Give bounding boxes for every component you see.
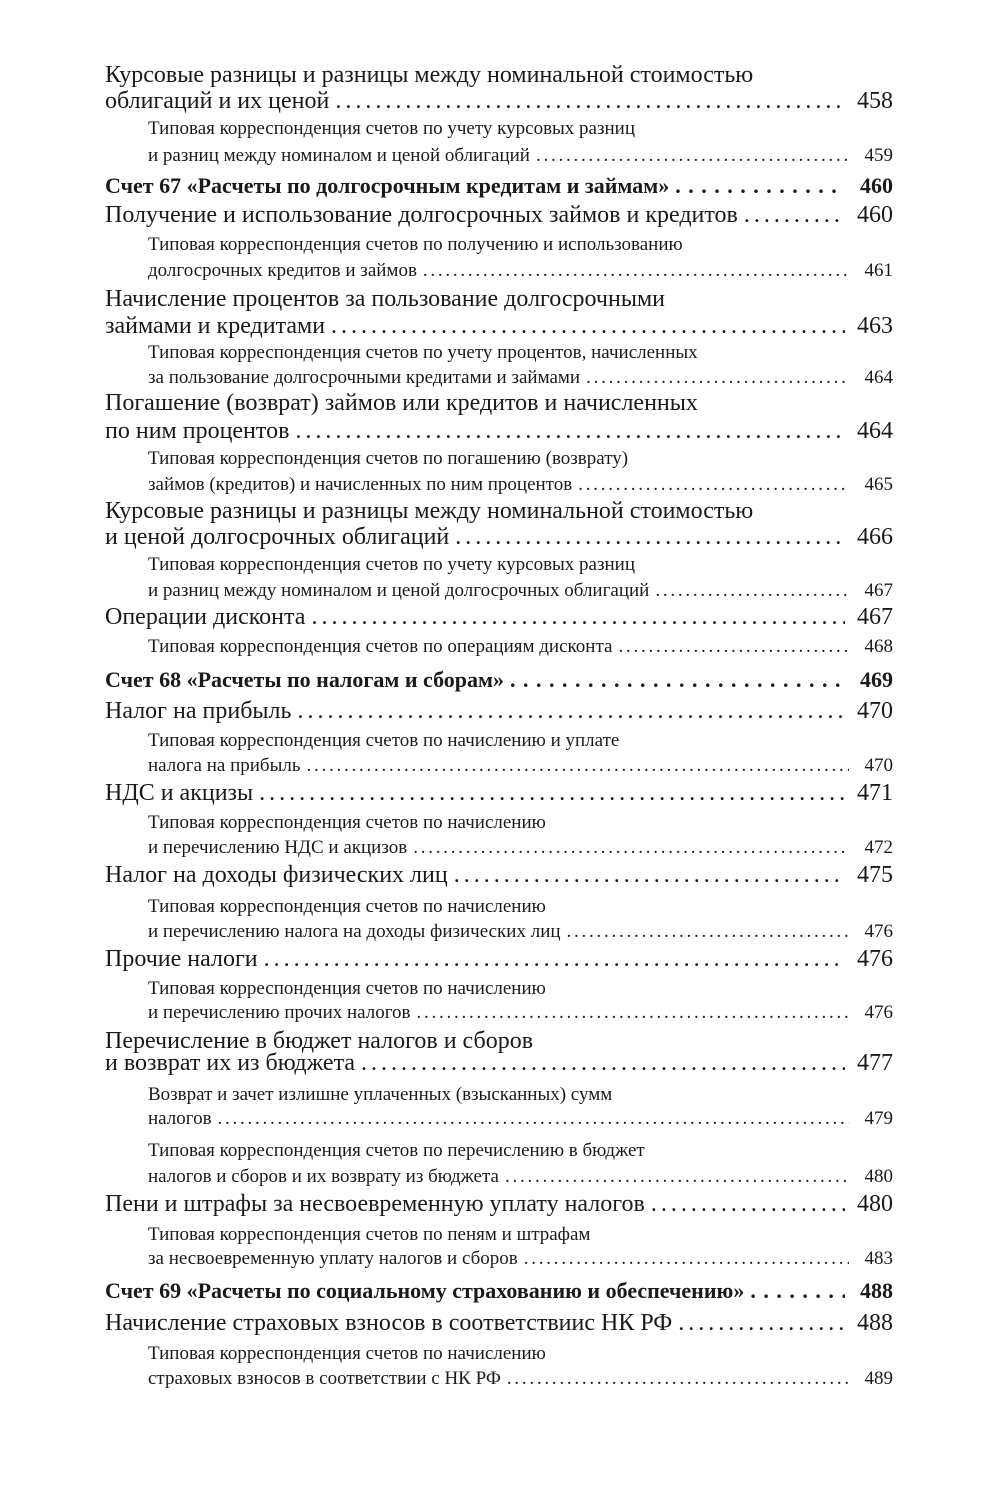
toc-line: [105, 524, 893, 551]
dot-leader: [750, 1278, 845, 1304]
page-number: 470: [857, 698, 893, 724]
toc-entry-title: Счет 69 «Расчеты по социальному страхованию и обеспечению»: [105, 1278, 745, 1303]
dot-leader: [455, 524, 845, 551]
toc-entry-title: и разниц между номиналом и ценой долгосрочных облигаций: [148, 580, 650, 601]
toc-entry-title: за пользование долгосрочными кредитами и займами: [148, 367, 581, 388]
page-number: 461: [864, 260, 893, 281]
toc-line: [148, 1248, 893, 1270]
dot-leader: [578, 474, 849, 496]
toc-entry-title: и перечислению прочих налогов: [148, 1002, 411, 1023]
toc-entry-title: Налог на прибыль: [105, 698, 292, 724]
toc-entry-title: Типовая корреспонденция счетов по учету курсовых разниц: [148, 118, 635, 139]
page-number: 468: [864, 636, 893, 657]
dot-leader: [618, 636, 849, 658]
toc-line: [148, 1084, 612, 1106]
page-number: 464: [864, 367, 893, 388]
toc-line: [148, 1224, 590, 1246]
toc-entry-title: Возврат и зачет излишне уплаченных (взысканных) сумм: [148, 1084, 613, 1105]
toc-entry-title: Пени и штрафы за несвоевременную уплату налогов: [105, 1191, 645, 1217]
toc-entry-title: Курсовые разницы и разницы между номинальной стоимостью: [105, 62, 754, 88]
dot-leader: [417, 1002, 849, 1024]
toc-entry-title: облигаций и их ценой: [105, 88, 330, 114]
toc-entry-title: за несвоевременную уплату налогов и сборов: [148, 1248, 518, 1269]
toc-line: [148, 554, 635, 576]
page-number: 476: [864, 1002, 893, 1023]
page-number: 480: [857, 1191, 893, 1217]
toc-line: [105, 202, 893, 229]
dot-leader: [307, 755, 850, 777]
toc-line: [148, 118, 635, 140]
toc-line: [148, 1343, 546, 1365]
toc-line: [105, 62, 753, 89]
toc-line: [148, 1108, 893, 1130]
toc-line: [148, 1166, 893, 1188]
toc-line: [148, 1140, 645, 1162]
toc-entry-title: Типовая корреспонденция счетов по пеням и штрафам: [148, 1224, 591, 1245]
toc-entry-title: Курсовые разницы и разницы между номинальной стоимостью: [105, 498, 754, 524]
toc-line: [148, 1368, 893, 1390]
toc-line: [148, 145, 893, 167]
toc-entry-title: займов (кредитов) и начисленных по ним процентов: [148, 474, 573, 495]
toc-entry-title: Типовая корреспонденция счетов по начислению: [148, 1343, 546, 1364]
toc-line: [105, 604, 893, 631]
page-number: 460: [860, 173, 893, 198]
page-number: 476: [864, 921, 893, 942]
toc-line: [105, 780, 893, 807]
page-number: 463: [857, 313, 893, 339]
toc-line: [148, 755, 893, 777]
toc-line: [148, 367, 893, 389]
dot-leader: [361, 1050, 845, 1077]
toc-entry-title: Типовая корреспонденция счетов по начислению: [148, 978, 546, 999]
toc-entry-title: налогов: [148, 1108, 212, 1129]
toc-line: [148, 896, 546, 918]
dot-leader: [423, 260, 849, 282]
toc-entry-title: займами и кредитами: [105, 313, 326, 339]
dot-leader: [678, 1310, 845, 1337]
page-number: 459: [864, 145, 893, 166]
toc-line: [148, 1002, 893, 1024]
toc-entry-title: Получение и использование долгосрочных займов и кредитов: [105, 202, 738, 228]
toc-line: [105, 862, 893, 889]
toc-line: [148, 474, 893, 496]
toc-entry-title: Перечисление в бюджет налогов и сборов: [105, 1028, 534, 1054]
toc-entry-title: долгосрочных кредитов и займов: [148, 260, 417, 281]
toc-entry-title: Типовая корреспонденция счетов по погашению (возврату): [148, 448, 629, 469]
page-number: 488: [860, 1278, 893, 1303]
dot-leader: [744, 202, 845, 229]
toc-line: [148, 342, 698, 364]
toc-line: [148, 448, 628, 470]
dot-leader: [331, 313, 845, 340]
toc-line: [148, 921, 893, 943]
toc-entry-title: и перечислению налога на доходы физических лиц: [148, 921, 561, 942]
toc-line: [105, 1310, 893, 1337]
toc-line: [148, 837, 893, 859]
page-number: 479: [864, 1108, 893, 1129]
toc-line: [105, 946, 893, 973]
dot-leader: [505, 1166, 849, 1188]
toc-entry-title: Операции дисконта: [105, 604, 306, 630]
page-number: 467: [864, 580, 893, 601]
toc-line: [105, 88, 893, 115]
dot-leader: [510, 667, 845, 693]
toc-entry-title: Налог на доходы физических лиц: [105, 862, 448, 888]
toc-entry-title: по ним процентов: [105, 418, 290, 444]
toc-entry-title: и разниц между номиналом и ценой облигаций: [148, 145, 530, 166]
toc-line: [148, 260, 893, 282]
toc-line: [105, 698, 893, 725]
toc-entry-title: Начисление процентов за пользование долгосрочными: [105, 286, 665, 312]
page-number: 489: [864, 1368, 893, 1389]
toc-entry-title: Прочие налоги: [105, 946, 258, 972]
dot-leader: [297, 698, 845, 725]
toc-entry-title: и возврат их из бюджета: [105, 1050, 355, 1076]
toc-line: [105, 1191, 893, 1218]
toc-line: [105, 1050, 893, 1077]
toc-line: [148, 730, 619, 752]
toc-line: [105, 390, 698, 417]
toc-entry-title: Типовая корреспонденция счетов по начислению: [148, 812, 546, 833]
toc-line: [105, 418, 893, 445]
dot-leader: [507, 1368, 849, 1390]
page-number: 469: [860, 667, 893, 692]
toc-line: [148, 580, 893, 602]
toc-entry-title: Начисление страховых взносов в соответствиис НК РФ: [105, 1310, 673, 1336]
dot-leader: [567, 921, 849, 943]
toc-entry-title: страховых взносов в соответствии с НК РФ: [148, 1368, 501, 1389]
toc-entry-title: и перечислению НДС и акцизов: [148, 837, 408, 858]
page-number: 470: [864, 755, 893, 776]
toc-line: [105, 173, 893, 199]
dot-leader: [524, 1248, 849, 1270]
toc-line: [148, 234, 683, 256]
toc-entry-title: Счет 67 «Расчеты по долгосрочным кредитам и займам»: [105, 173, 670, 198]
toc-line: [105, 498, 753, 525]
toc-line: [148, 978, 546, 1000]
toc-entry-title: и ценой долгосрочных облигаций: [105, 524, 450, 550]
dot-leader: [655, 580, 849, 602]
page-number: 466: [857, 524, 893, 550]
page-number: 483: [864, 1248, 893, 1269]
toc-entry-title: Типовая корреспонденция счетов по перечислению в бюджет: [148, 1140, 645, 1161]
dot-leader: [218, 1108, 849, 1130]
toc-entry-title: Типовая корреспонденция счетов по начислению: [148, 896, 546, 917]
toc-line: [105, 286, 665, 313]
dot-leader: [586, 367, 849, 389]
toc-entry-title: налога на прибыль: [148, 755, 301, 776]
dot-leader: [454, 862, 845, 889]
toc-line: [105, 1278, 893, 1304]
toc-entry-title: Типовая корреспонденция счетов по начислению и уплате: [148, 730, 620, 751]
page-number: 467: [857, 604, 893, 630]
page-number: 480: [864, 1166, 893, 1187]
dot-leader: [264, 946, 845, 973]
toc-entry-title: Счет 68 «Расчеты по налогам и сборам»: [105, 667, 504, 692]
page-number: 476: [857, 946, 893, 972]
page-number: 465: [864, 474, 893, 495]
toc-entry-title: Типовая корреспонденция счетов по получению и использованию: [148, 234, 683, 255]
toc-entry-title: Типовая корреспонденция счетов по операциям дисконта: [148, 636, 613, 657]
toc-entry-title: НДС и акцизы: [105, 780, 254, 806]
toc-entry-title: Погашение (возврат) займов или кредитов и начисленных: [105, 390, 698, 416]
toc-line: [105, 313, 893, 340]
dot-leader: [675, 173, 845, 199]
toc-entry-title: Типовая корреспонденция счетов по учету курсовых разниц: [148, 554, 635, 575]
page-number: 464: [857, 418, 893, 444]
dot-leader: [536, 145, 849, 167]
toc-line: [105, 667, 893, 693]
dot-leader: [259, 780, 845, 807]
page-number: 460: [857, 202, 893, 228]
dot-leader: [651, 1191, 845, 1218]
dot-leader: [413, 837, 849, 859]
page-number: 458: [857, 88, 893, 114]
toc-entry-title: налогов и сборов и их возврату из бюджета: [148, 1166, 499, 1187]
page-number: 472: [864, 837, 893, 858]
dot-leader: [295, 418, 845, 445]
dot-leader: [311, 604, 845, 631]
page-number: 475: [857, 862, 893, 888]
toc-entry-title: Типовая корреспонденция счетов по учету процентов, начисленных: [148, 342, 698, 363]
page-number: 488: [857, 1310, 893, 1336]
dot-leader: [335, 88, 845, 115]
page-number: 477: [857, 1050, 893, 1076]
toc-line: [148, 636, 893, 658]
page-number: 471: [857, 780, 893, 806]
toc-line: [148, 812, 546, 834]
